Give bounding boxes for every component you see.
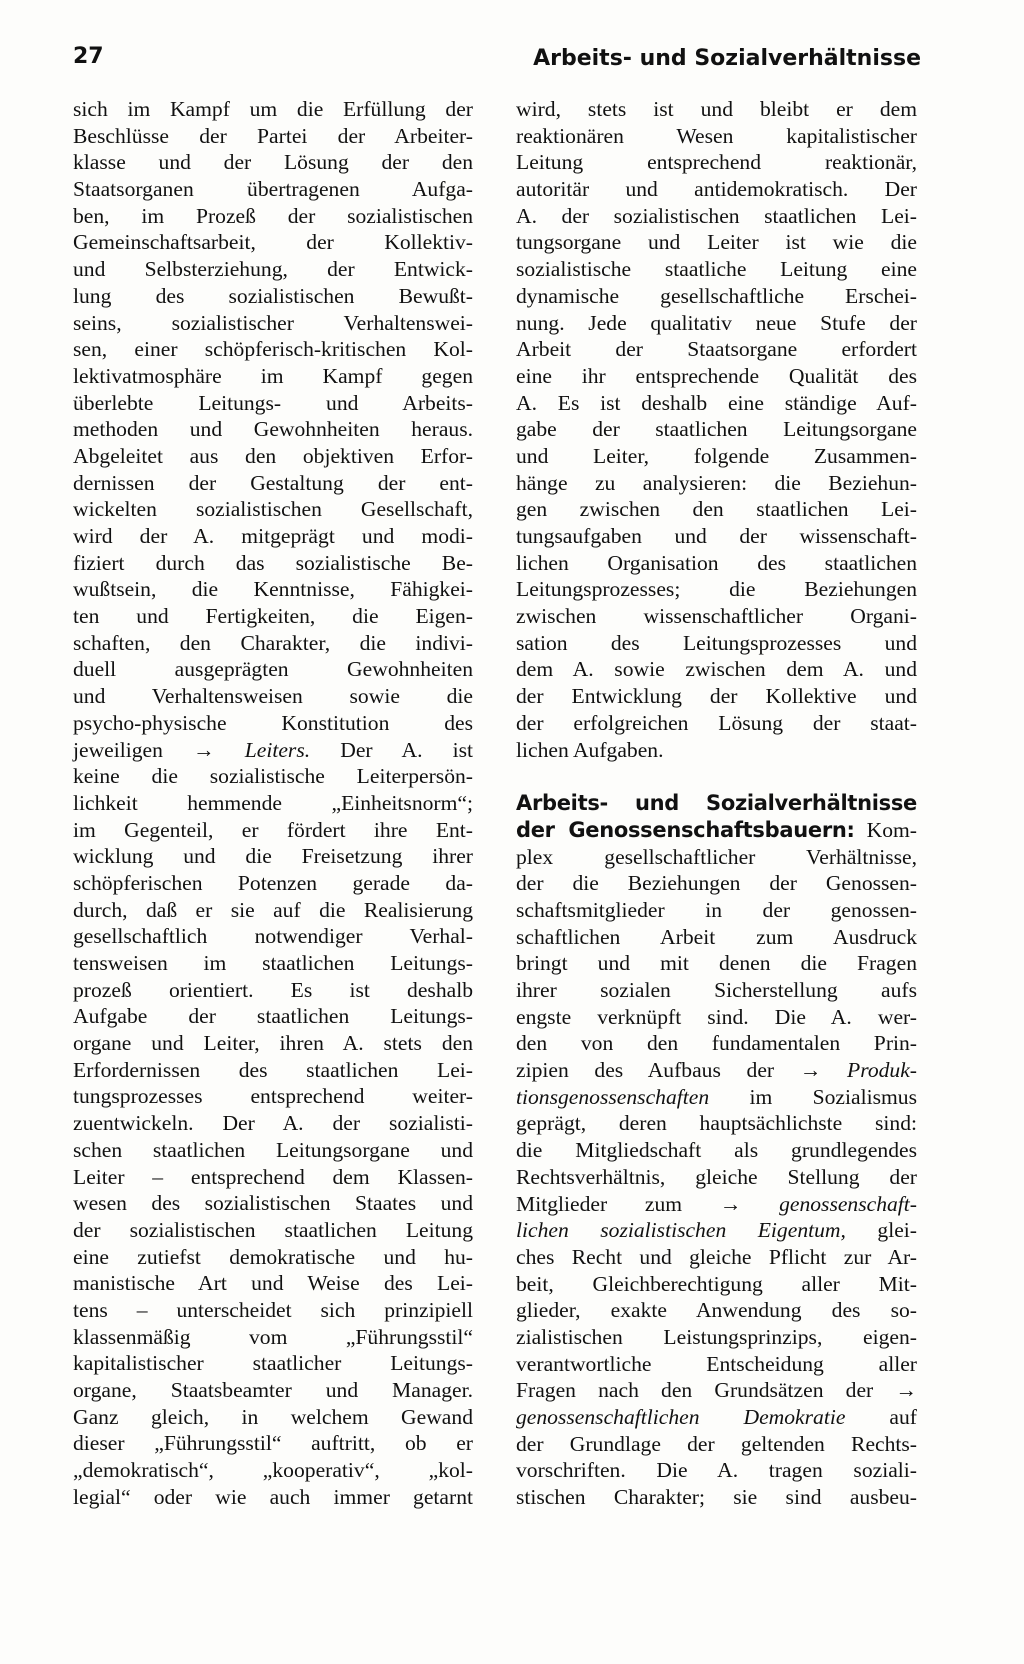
text-line: beit, Gleichberechtigung aller Mit- — [516, 1271, 917, 1296]
text-line: stischen Charakter; sie sind ausbeu- — [516, 1485, 917, 1510]
text-line: eine ihr entsprechende Qualität des — [516, 363, 917, 388]
text-line: manistische Art und Weise des Lei- — [73, 1271, 473, 1296]
text-line: Ganz gleich, in welchem Gewand — [73, 1404, 473, 1429]
right-column — [516, 96, 917, 1511]
text-line: im Gegenteil, er fördert ihre Ent- — [73, 817, 473, 842]
text-line: der erfolgreichen Lösung der staat- — [516, 710, 917, 735]
text-line: Staatsorganen übertragenen Aufga- — [73, 177, 473, 202]
text-line: hänge zu analysieren: die Beziehun- — [516, 470, 917, 495]
text-line: durch, daß er sie auf die Realisierung — [73, 897, 473, 922]
text-line: lektivatmosphäre im Kampf gegen — [73, 363, 473, 388]
text-line: tungsaufgaben und der wissenschaft- — [516, 524, 917, 548]
text-line: ben, im Prozeß der sozialistischen — [73, 203, 473, 228]
text-line: zialistischen Leistungsprinzips, eigen- — [516, 1324, 917, 1349]
text-line: schen staatlichen Leitungsorgane und — [73, 1137, 473, 1162]
entry-heading-line-2 — [516, 817, 917, 844]
text-line: schöpferischen Potenzen gerade da- — [73, 870, 473, 895]
text-line: und Verhaltensweisen sowie die — [73, 684, 473, 709]
entry-heading-line-1: Arbeits- und Sozialverhältnisse — [516, 791, 917, 816]
text-line: verantwortliche Entscheidung aller — [516, 1351, 917, 1376]
text-line: sen, einer schöpferisch-kritischen Kol- — [73, 337, 473, 362]
text-line: zwischen wissenschaftlicher Organi- — [516, 604, 917, 629]
text-line: lichen sozialistischen Eigentum, glei- — [516, 1218, 917, 1243]
text-line: wesen des sozialistischen Staates und — [73, 1191, 473, 1216]
page-number: 27 — [73, 44, 104, 69]
text-line: dem A. sowie zwischen dem A. und — [516, 657, 917, 682]
text-line: plex gesellschaftlicher Verhältnisse, — [516, 844, 917, 869]
text-line: geprägt, deren hauptsächlichste sind: — [516, 1111, 917, 1136]
text-line: der Entwicklung der Kollektive und — [516, 684, 917, 709]
text-line: und Leiter, folgende Zusammen- — [516, 443, 917, 468]
text-line: A. der sozialistischen staatlichen Lei- — [516, 203, 917, 228]
text-line: reaktionären Wesen kapitalistischer — [516, 123, 917, 148]
text-line: seins, sozialistischer Verhaltenswei- — [73, 310, 473, 335]
text-line: gen zwischen den staatlichen Lei- — [516, 497, 917, 522]
text-line: engste verknüpft sind. Die A. wer- — [516, 1004, 917, 1029]
text-line: schaften, den Charakter, die indivi- — [73, 630, 473, 655]
text-line: A. Es ist deshalb eine ständige Auf- — [516, 390, 917, 415]
text-line: tensweisen im staatlichen Leitungs- — [73, 951, 473, 975]
text-line: prozeß orientiert. Es ist deshalb — [73, 977, 473, 1002]
text-line: überlebte Leitungs- und Arbeits- — [73, 390, 473, 415]
entry-heading-line-2-text: Kom- — [854, 817, 917, 842]
text-line: keine die sozialistische Leiterpersön- — [73, 764, 473, 789]
entry-body — [516, 844, 917, 1511]
paragraph-gap — [516, 763, 917, 790]
left-column — [73, 96, 473, 1510]
text-line: jeweiligen → Leiters. Der A. ist — [73, 737, 473, 762]
text-line: Leiter – entsprechend dem Klassen- — [73, 1164, 473, 1189]
text-line: methoden und Gewohnheiten heraus. — [73, 417, 473, 442]
text-line: genossenschaftlichen Demokratie auf — [516, 1405, 917, 1429]
text-line: gesellschaftlich notwendiger Verhal- — [73, 924, 473, 949]
text-line: den von den fundamentalen Prin- — [516, 1031, 917, 1056]
text-line: Aufgabe der staatlichen Leitungs- — [73, 1004, 473, 1029]
text-line: nung. Jede qualitativ neue Stufe der — [516, 310, 917, 335]
text-line: wird der A. mitgeprägt und modi- — [73, 524, 473, 548]
text-line: lichen Aufgaben. — [516, 737, 664, 762]
text-line: klasse und der Lösung der den — [73, 150, 473, 175]
text-line: Rechtsverhältnis, gleiche Stellung der — [516, 1164, 917, 1189]
text-line: dynamische gesellschaftliche Erschei- — [516, 283, 917, 308]
entry-arbeits-sozialverhaeltnisse-genossenschaftsbauern — [516, 790, 917, 1511]
text-line: sozialistische staatliche Leitung eine — [516, 257, 917, 282]
text-line: Leitung entsprechend reaktionär, — [516, 150, 917, 175]
text-line: tungsprozesses entsprechend weiter- — [73, 1084, 473, 1109]
text-line: tungsorgane und Leiter ist wie die — [516, 230, 917, 255]
text-line: schaftlichen Arbeit zum Ausdruck — [516, 924, 917, 949]
text-line: sich im Kampf um die Erfüllung der — [73, 97, 473, 121]
right-column-text — [516, 96, 917, 763]
text-line: wicklung und die Freisetzung ihrer — [73, 844, 473, 869]
text-line: tionsgenossenschaften im Sozialismus — [516, 1084, 917, 1109]
text-line: dieser „Führungsstil“ auftritt, ob er — [73, 1431, 473, 1456]
text-line: psycho-physische Konstitution des — [73, 710, 473, 735]
text-line: wickelten sozialistischen Gesellschaft, — [73, 497, 473, 522]
text-line: legial“ oder wie auch immer getarnt — [73, 1484, 473, 1509]
text-line: kapitalistischer staatlicher Leitungs- — [73, 1351, 473, 1376]
text-line: wußtsein, die Kenntnisse, Fähigkei- — [73, 577, 473, 602]
text-line: wird, stets ist und bleibt er dem — [516, 97, 917, 121]
text-line: lung des sozialistischen Bewußt- — [73, 283, 473, 308]
text-line: lichkeit hemmende „Einheitsnorm“; — [73, 790, 473, 815]
text-line: lichen Organisation des staatlichen — [516, 550, 917, 575]
text-line: bringt und mit denen die Fragen — [516, 951, 917, 976]
text-line: organe, Staatsbeamter und Manager. — [73, 1378, 473, 1402]
text-line: Mitglieder zum → genossenschaft- — [516, 1191, 917, 1216]
text-line: Leitungsprozesses; die Beziehungen — [516, 577, 917, 602]
text-line: tens – unterscheidet sich prinzipiell — [73, 1297, 473, 1322]
text-line: dernissen der Gestaltung der ent- — [73, 470, 473, 495]
text-line: der Grundlage der geltenden Rechts- — [516, 1431, 917, 1456]
text-line: organe und Leiter, ihren A. stets den — [73, 1031, 473, 1056]
text-line: klassenmäßig vom „Führungsstil“ — [73, 1324, 473, 1349]
text-line: Arbeit der Staatsorgane erfordert — [516, 337, 917, 362]
text-line: ches Recht und gleiche Pflicht zur Ar- — [516, 1244, 917, 1269]
text-line: der die Beziehungen der Genossen- — [516, 871, 917, 896]
text-line: autoritär und antidemokratisch. Der — [516, 177, 917, 202]
text-line: zipien des Aufbaus der → Produk- — [516, 1058, 917, 1083]
text-line: die Mitgliedschaft als grundlegendes — [516, 1138, 917, 1163]
text-line: duell ausgeprägten Gewohnheiten — [73, 657, 473, 682]
text-line: „demokratisch“, „kooperativ“, „kol- — [73, 1458, 473, 1483]
text-line: eine zutiefst demokratische und hu- — [73, 1244, 473, 1269]
text-line: gabe der staatlichen Leitungsorgane — [516, 417, 917, 442]
text-line: fiziert durch das sozialistische Be- — [73, 550, 473, 575]
page-header — [73, 44, 921, 78]
text-line: zuentwickeln. Der A. der sozialisti- — [73, 1111, 473, 1136]
text-line: ten und Fertigkeiten, die Eigen- — [73, 604, 473, 629]
text-line: vorschriften. Die A. tragen soziali- — [516, 1458, 917, 1483]
text-line: ihrer sozialen Sicherstellung aufs — [516, 978, 917, 1002]
text-line: schaftsmitglieder in der genossen- — [516, 897, 917, 922]
text-line: Abgeleitet aus den objektiven Erfor- — [73, 443, 473, 468]
text-line: sation des Leitungsprozesses und — [516, 630, 917, 655]
text-line: Beschlüsse der Partei der Arbeiter- — [73, 123, 473, 148]
text-line: Erfordernissen des staatlichen Lei- — [73, 1057, 473, 1082]
text-line: glieder, exakte Anwendung des so- — [516, 1298, 917, 1323]
entry-heading-term: der Genossenschaftsbauern: — [516, 817, 855, 842]
text-line: Gemeinschaftsarbeit, der Kollektiv- — [73, 230, 473, 255]
text-line: Fragen nach den Grundsätzen der → — [516, 1378, 917, 1403]
running-head: Arbeits- und Sozialverhältnisse — [533, 46, 921, 71]
text-line: der sozialistischen staatlichen Leitung — [73, 1217, 473, 1242]
text-line: und Selbsterziehung, der Entwick- — [73, 257, 473, 282]
